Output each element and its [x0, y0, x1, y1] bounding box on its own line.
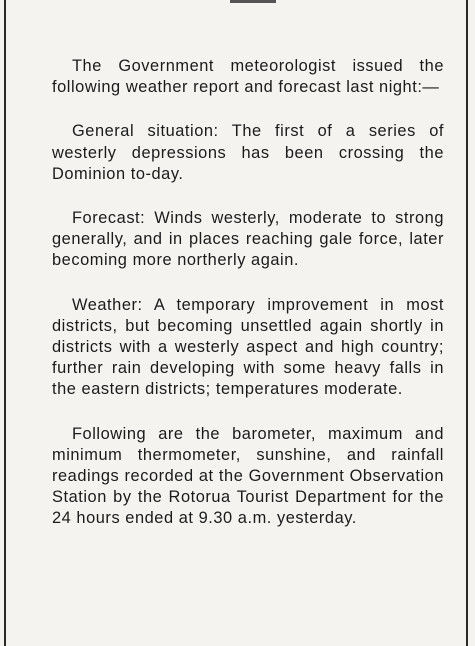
weather-text: A temporary improvement in most districts, but becoming unsettled again shortly in districts with a westerly aspect and high country; further rain developing with some heavy falls in the eastern districts; temperatures moderate. — [52, 295, 444, 399]
weather-paragraph — [52, 295, 444, 401]
top-print-mark — [230, 0, 276, 3]
left-column-rule — [4, 0, 6, 646]
weather-label: Weather: — [72, 295, 143, 314]
intro-text: The Government meteorologist issued the following weather report and forecast last night:— — [52, 57, 444, 97]
forecast-paragraph — [52, 208, 444, 272]
general-situation-paragraph — [52, 121, 444, 185]
readings-text: Following are the barometer, maximum and minimum thermometer, sunshine, and rainfall readings recorded at the Government Observation Station by the Rotorua Tourist Department for the 24 hours ended at 9.30 a.m. yesterday. — [52, 424, 444, 528]
readings-paragraph — [52, 424, 444, 530]
right-column-rule — [466, 0, 468, 646]
intro-paragraph — [52, 56, 444, 98]
general-situation-text: The first of a series of westerly depressions has been crossing the Dominion to-day. — [52, 122, 444, 183]
general-situation-label: General situation: — [72, 122, 219, 141]
forecast-label: Forecast: — [72, 209, 146, 228]
forecast-text: Winds westerly, moderate to strong generally, and in places reaching gale force, later becoming more northerly again. — [52, 209, 445, 270]
article-column — [52, 56, 444, 530]
